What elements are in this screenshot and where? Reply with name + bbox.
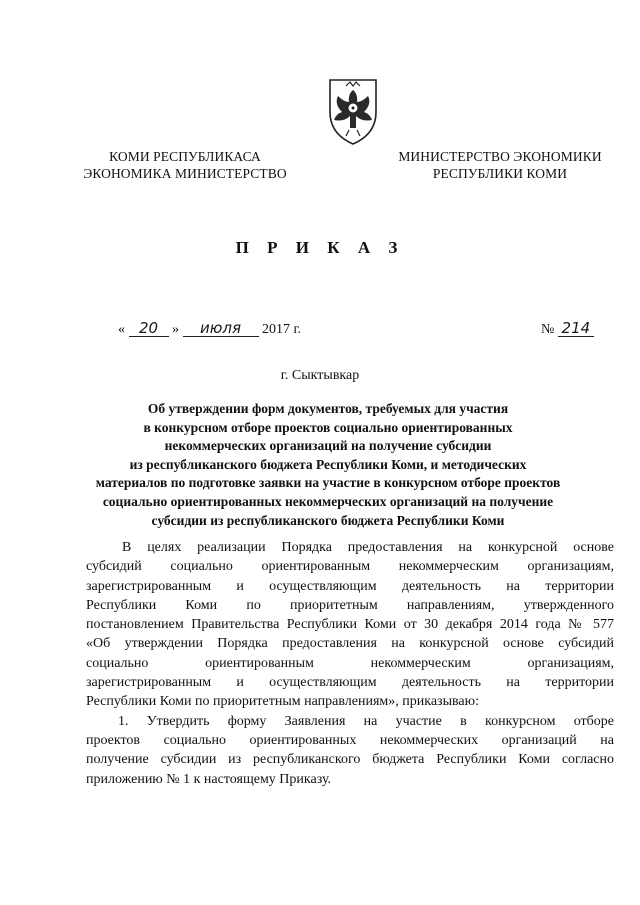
order-number-handwritten: 214 (558, 320, 594, 337)
item-1-line: получение субсидии из республиканского бюджета Республики Коми согласно (86, 752, 614, 768)
date-open-quote: « (118, 322, 125, 337)
komi-coat-of-arms-icon (322, 72, 384, 148)
item-1-line: 1. Утвердить форму Заявления на участие в конкурсном отборе (118, 713, 614, 729)
body-line: В целях реализации Порядка предоставления на конкурсной основе (122, 540, 614, 555)
body-line: социально ориентированным некоммерческим организациям, (86, 655, 614, 671)
body-line: Республики Коми по приоритетным направлениям», приказываю: (86, 694, 479, 710)
body-line: Республики Коми по приоритетным направлениям, утвержденного (86, 597, 614, 613)
header-left-block (80, 148, 290, 182)
subject-line: субсидии из республиканского бюджета Республики Коми (151, 512, 505, 528)
order-number-label: № (541, 322, 555, 337)
date-day-handwritten: 20 (129, 320, 169, 337)
item-1-line: приложению № 1 к настоящему Приказу. (86, 771, 332, 787)
date-year: 2017 г. (262, 322, 302, 337)
subject-line: материалов по подготовке заявки на участие в конкурсном отборе проектов (95, 475, 561, 491)
header-right-line-1: МИНИСТЕРСТВО ЭКОНОМИКИ (398, 149, 602, 164)
header-right-block (395, 148, 605, 182)
document-title: П Р И К А З (235, 238, 405, 257)
subject-line: социально ориентированных некоммерческих организаций на получение (102, 493, 554, 509)
header-left-line-1: КОМИ РЕСПУБЛИКАСА (109, 149, 261, 164)
order-body (86, 538, 614, 789)
body-line: зарегистрированным и осуществляющим деятельность на территории (86, 675, 614, 691)
city-line: г. Сыктывкар (280, 368, 360, 383)
body-line: субсидий социально ориентированным некоммерческим организациям, (86, 559, 614, 575)
subject-line: некоммерческих организаций на получение субсидии (164, 438, 492, 454)
subject-line: из республиканского бюджета Республики Коми, и методических (129, 456, 527, 472)
subject-line: Об утверждении форм документов, требуемых для участия (147, 401, 509, 416)
body-line: постановлением Правительства Республики Коми от 30 декабря 2014 года № 577 (86, 617, 614, 633)
order-date (118, 320, 301, 338)
order-subject (88, 400, 568, 530)
header-left-line-2: ЭКОНОМИКА МИНИСТЕРСТВО (83, 166, 287, 181)
subject-line: в конкурсном отборе проектов социально ориентированных (143, 419, 513, 435)
body-line: «Об утверждении Порядка предоставления на конкурсной основе субсидий (86, 636, 614, 652)
order-number (541, 320, 594, 338)
date-close-quote: » (172, 322, 179, 337)
item-1-line: проектов социально ориентированных некоммерческих организаций на (86, 732, 614, 748)
body-line: зарегистрированным и осуществляющим деятельность на территории (86, 578, 614, 594)
date-month-handwritten: июля (183, 320, 259, 337)
header-right-line-2: РЕСПУБЛИКИ КОМИ (432, 166, 568, 181)
